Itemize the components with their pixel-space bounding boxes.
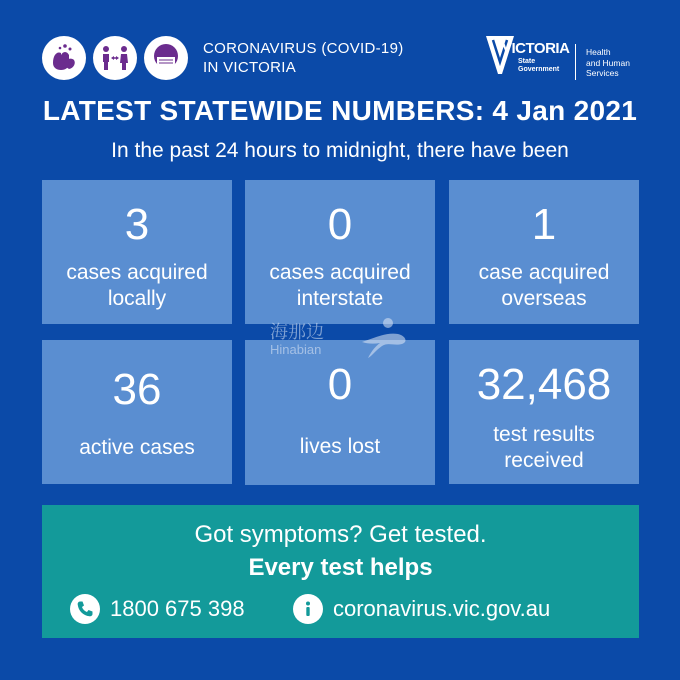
stat-test-results	[449, 340, 639, 484]
stat-label-line1: active cases	[79, 436, 195, 459]
stat-label-line1: cases acquired	[269, 261, 411, 284]
hand-washing-icon	[42, 36, 86, 80]
stat-label-line2: interstate	[296, 287, 384, 310]
watermark	[268, 316, 418, 362]
stat-label-line1: case acquired	[478, 261, 610, 284]
header	[0, 0, 680, 90]
info-icon	[293, 594, 323, 624]
phone-contact[interactable]	[70, 594, 245, 624]
stat-label-line2: overseas	[501, 287, 587, 310]
logo-sub-line1: State	[518, 58, 536, 65]
stat-cases-locally	[42, 180, 232, 324]
stat-cases-overseas	[449, 180, 639, 324]
dept-line2: and Human	[586, 57, 630, 68]
stat-value: 3	[124, 200, 150, 249]
dept-line3: Services	[586, 68, 619, 78]
phone-number[interactable]: 1800 675 398	[110, 596, 245, 621]
watermark-chinese: 海那边	[270, 322, 324, 342]
call-to-action-panel	[42, 505, 639, 638]
website-link[interactable]: coronavirus.vic.gov.au	[333, 596, 551, 621]
stat-label-line2: received	[504, 449, 584, 472]
campaign-title-line1: CORONAVIRUS (COVID-19)	[203, 40, 404, 57]
stat-value: 0	[327, 200, 353, 249]
cta-line2: Every test helps	[248, 554, 433, 581]
stat-label-line2: locally	[107, 287, 167, 310]
subheadline: In the past 24 hours to midnight, there have been	[111, 139, 569, 162]
logo-subtitle	[518, 58, 559, 74]
stat-label-line1: lives lost	[299, 435, 381, 458]
stat-label-line1: cases acquired	[66, 261, 208, 284]
website-contact[interactable]	[293, 594, 550, 624]
campaign-title	[203, 39, 404, 77]
watermark-figure-icon	[358, 316, 410, 360]
stat-value: 32,468	[476, 360, 612, 409]
logo-name: VICTORIA	[502, 40, 570, 57]
stat-label-line1: test results	[493, 423, 595, 446]
headline: LATEST STATEWIDE NUMBERS: 4 Jan 2021	[42, 95, 638, 126]
stat-value: 0	[327, 360, 353, 409]
stat-cases-interstate	[245, 180, 435, 324]
stat-active-cases	[42, 340, 232, 484]
stat-value: 1	[531, 200, 557, 249]
stat-value: 36	[112, 365, 162, 414]
cta-line1: Got symptoms? Get tested.	[194, 521, 487, 548]
phone-icon	[70, 594, 100, 624]
campaign-title-line2: IN VICTORIA	[203, 59, 297, 76]
logo-sub-line2: Government	[518, 66, 560, 73]
victoria-government-logo	[486, 36, 570, 80]
dept-line1: Health	[586, 47, 611, 57]
watermark-latin: Hinabian	[270, 342, 322, 357]
physical-distancing-icon	[93, 36, 137, 80]
logo-divider	[575, 44, 576, 80]
face-mask-icon	[144, 36, 188, 80]
department-name	[586, 47, 630, 79]
